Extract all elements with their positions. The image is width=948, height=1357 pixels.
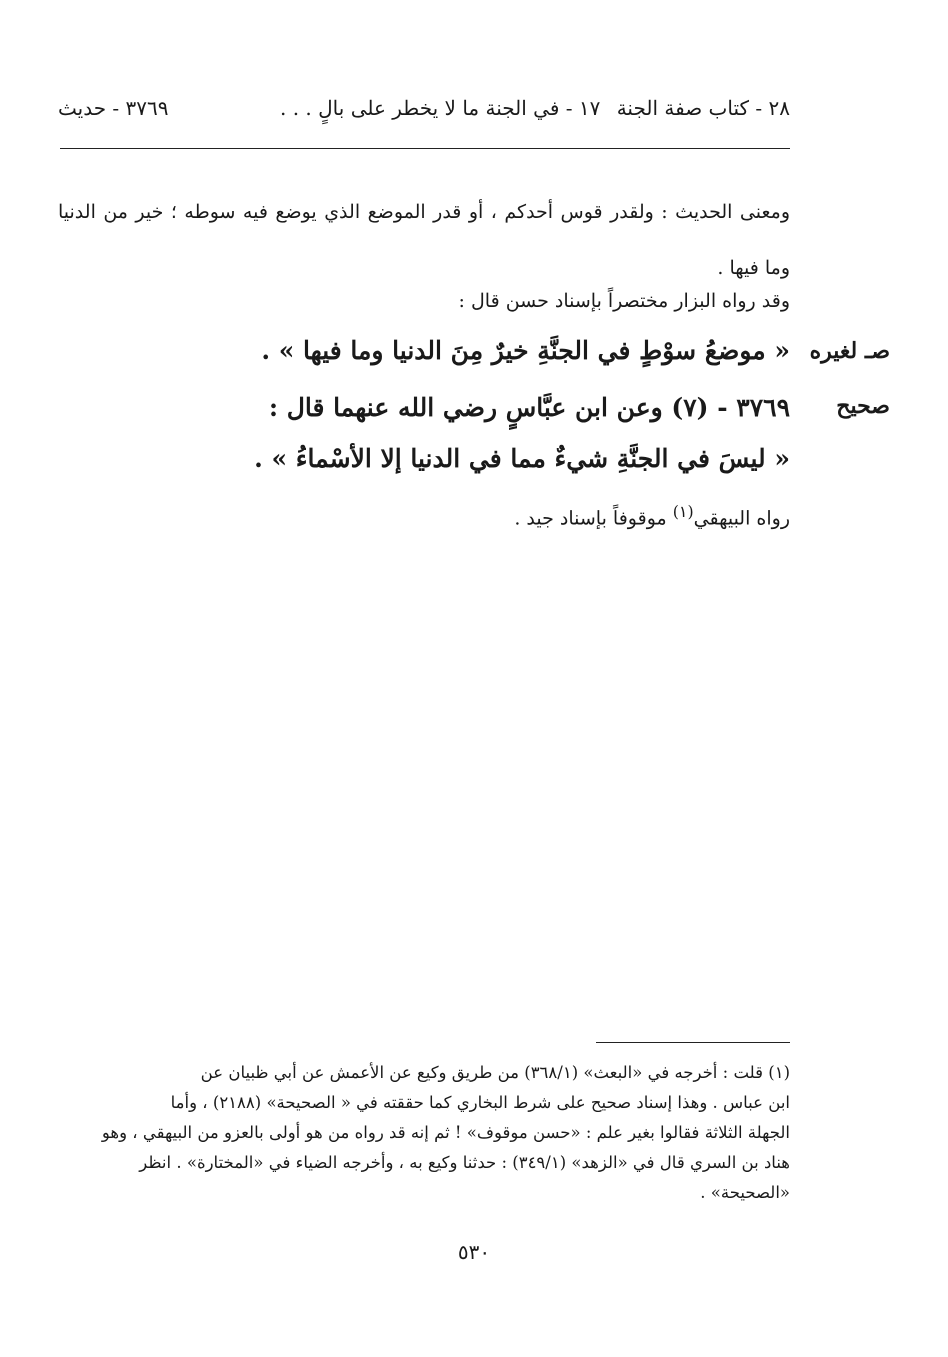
commentary-paragraph: ومعنى الحديث : ولقدر قوس أحدكم ، أو قدر الموضع الذي يوضع فيه سوطه ؛ خير من الدنيا وما فيها . bbox=[58, 201, 790, 279]
hadith-text-1: « موضعُ سوْطٍ في الجنَّةِ خيرٌ مِنَ الدنيا وما فيها » . bbox=[261, 336, 790, 365]
running-header bbox=[58, 96, 790, 136]
footnote-line: الجهلة الثلاثة فقالوا بغير علم : «حسن موقوف» ! ثم إنه قد رواه من هو أولى بالعزو من البيهقي ، وهو bbox=[101, 1123, 790, 1142]
footnote-reference: (١) bbox=[672, 502, 694, 521]
header-divider bbox=[60, 148, 790, 149]
header-section: ١٧ - في الجنة ما لا يخطر على بالٍ . . . bbox=[280, 96, 601, 120]
header-chapter: ٢٨ - كتاب صفة الجنة bbox=[616, 96, 790, 120]
footnote-line: (١) قلت : أخرجه في «البعث» (٣٦٨/١) من طريق وكيع عن الأعمش عن أبي ظبيان عن bbox=[200, 1063, 790, 1082]
footnote-line: هناد بن السري قال في «الزهد» (٣٤٩/١) : حدثنا وكيع به ، وأخرجه الضياء في «المختارة» . انظر bbox=[139, 1153, 790, 1172]
grade-label-1: صـ لغيره bbox=[809, 338, 890, 364]
source-grade: موقوفاً بإسناد جيد . bbox=[514, 507, 673, 530]
hadith-heading: ٣٧٦٩ - (٧) وعن ابن عبَّاسٍ رضي الله عنهما قال : bbox=[268, 393, 790, 422]
footnote-divider bbox=[596, 1042, 790, 1043]
narration-note: وقد رواه البزار مختصراً بإسناد حسن قال : bbox=[458, 290, 790, 312]
footnote bbox=[58, 1058, 790, 1208]
footnote-line: «الصحيحة» . bbox=[700, 1183, 790, 1202]
hadith-text-2: « ليسَ في الجنَّةِ شيءٌ مما في الدنيا إلا الأسْماءُ » . bbox=[254, 444, 790, 473]
header-hadith-range: ٣٧٦٩ - حديث bbox=[58, 96, 169, 120]
source-narrator: رواه البيهقي bbox=[693, 507, 790, 530]
source-attribution bbox=[90, 502, 790, 529]
footnote-line: ابن عباس . وهذا إسناد صحيح على شرط البخاري كما حققته في « الصحيحة» (٢١٨٨) ، وأما bbox=[170, 1093, 790, 1112]
page-number: ٥٣٠ bbox=[457, 1240, 491, 1264]
grade-label-2: صحيح bbox=[836, 393, 890, 419]
